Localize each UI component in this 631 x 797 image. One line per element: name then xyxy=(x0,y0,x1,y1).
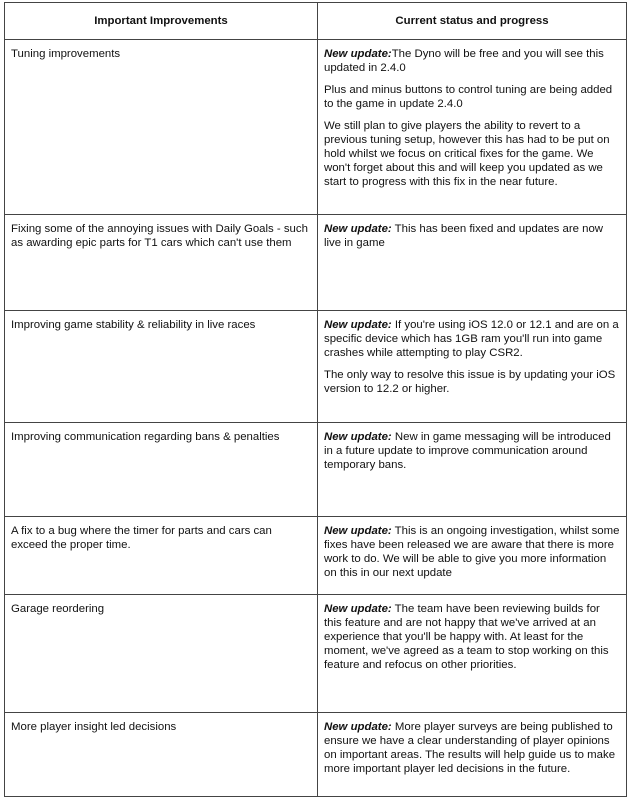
improvement-cell: A fix to a bug where the timer for parts and cars can exceed the proper time. xyxy=(5,517,318,595)
status-text: The only way to resolve this issue is by updating your iOS version to 12.2 or higher. xyxy=(324,369,616,395)
status-paragraph xyxy=(324,430,620,472)
status-text: If you're using iOS 12.0 or 12.1 and are on a specific device which has 1GB ram you'll run into game crashes while attempting to play CSR2. xyxy=(324,319,619,359)
new-update-label: New update: xyxy=(324,721,392,733)
table-row xyxy=(5,713,627,797)
header-current-status: Current status and progress xyxy=(318,3,627,40)
status-paragraph xyxy=(324,222,620,250)
improvements-table xyxy=(4,2,627,797)
status-text: New in game messaging will be introduced in a future update to improve communication around temporary bans. xyxy=(324,431,611,471)
table-row xyxy=(5,595,627,713)
new-update-label: New update: xyxy=(324,431,392,443)
header-important-improvements: Important Improvements xyxy=(5,3,318,40)
improvement-cell: Improving game stability & reliability in live races xyxy=(5,311,318,423)
status-cell xyxy=(318,311,627,423)
status-text: The Dyno will be free and you will see this updated in 2.4.0 xyxy=(324,48,604,74)
status-text: This is an ongoing investigation, whilst some fixes have been released we are aware that there is more work to do. We will be able to give you more information on this in our next update xyxy=(324,525,620,579)
improvement-cell: Improving communication regarding bans & penalties xyxy=(5,423,318,517)
new-update-label: New update: xyxy=(324,48,392,60)
improvement-cell: Fixing some of the annoying issues with Daily Goals - such as awarding epic parts for T1 cars which can't use them xyxy=(5,215,318,311)
new-update-label: New update: xyxy=(324,223,392,235)
table-row xyxy=(5,423,627,517)
status-text: The team have been reviewing builds for this feature and are not happy that we've arrived at an experience that you'll be happy with. At least for the moment, we've agreed as a team to stop working on this feature and refocus on other priorities. xyxy=(324,603,609,671)
status-cell xyxy=(318,215,627,311)
status-paragraph xyxy=(324,318,620,360)
table-row xyxy=(5,215,627,311)
table-row xyxy=(5,40,627,215)
status-paragraph xyxy=(324,368,620,396)
status-paragraph xyxy=(324,47,620,75)
status-paragraph xyxy=(324,602,620,672)
status-paragraph xyxy=(324,720,620,776)
improvement-cell: Garage reordering xyxy=(5,595,318,713)
table-header-row xyxy=(5,3,627,40)
new-update-label: New update: xyxy=(324,603,392,615)
status-cell xyxy=(318,713,627,797)
status-text: Plus and minus buttons to control tuning are being added to the game in update 2.4.0 xyxy=(324,84,613,110)
improvement-cell: More player insight led decisions xyxy=(5,713,318,797)
status-text: This has been fixed and updates are now live in game xyxy=(324,223,604,249)
improvement-cell: Tuning improvements xyxy=(5,40,318,215)
table-row xyxy=(5,311,627,423)
status-text: We still plan to give players the ability to revert to a previous tuning setup, however this has had to be put on hold whilst we focus on critical fixes for the game. We won't forget about this and will keep you updated as we start to progress with this fix in the near future. xyxy=(324,120,610,188)
status-cell xyxy=(318,517,627,595)
status-paragraph xyxy=(324,83,620,111)
status-cell xyxy=(318,40,627,215)
status-paragraph xyxy=(324,524,620,580)
table-row xyxy=(5,517,627,595)
status-cell xyxy=(318,423,627,517)
new-update-label: New update: xyxy=(324,525,392,537)
status-text: More player surveys are being published to ensure we have a clear understanding of player opinions on important areas. The results will help guide us to make more important player led decisions in the future. xyxy=(324,721,616,775)
new-update-label: New update: xyxy=(324,319,392,331)
status-paragraph xyxy=(324,119,620,189)
status-cell xyxy=(318,595,627,713)
